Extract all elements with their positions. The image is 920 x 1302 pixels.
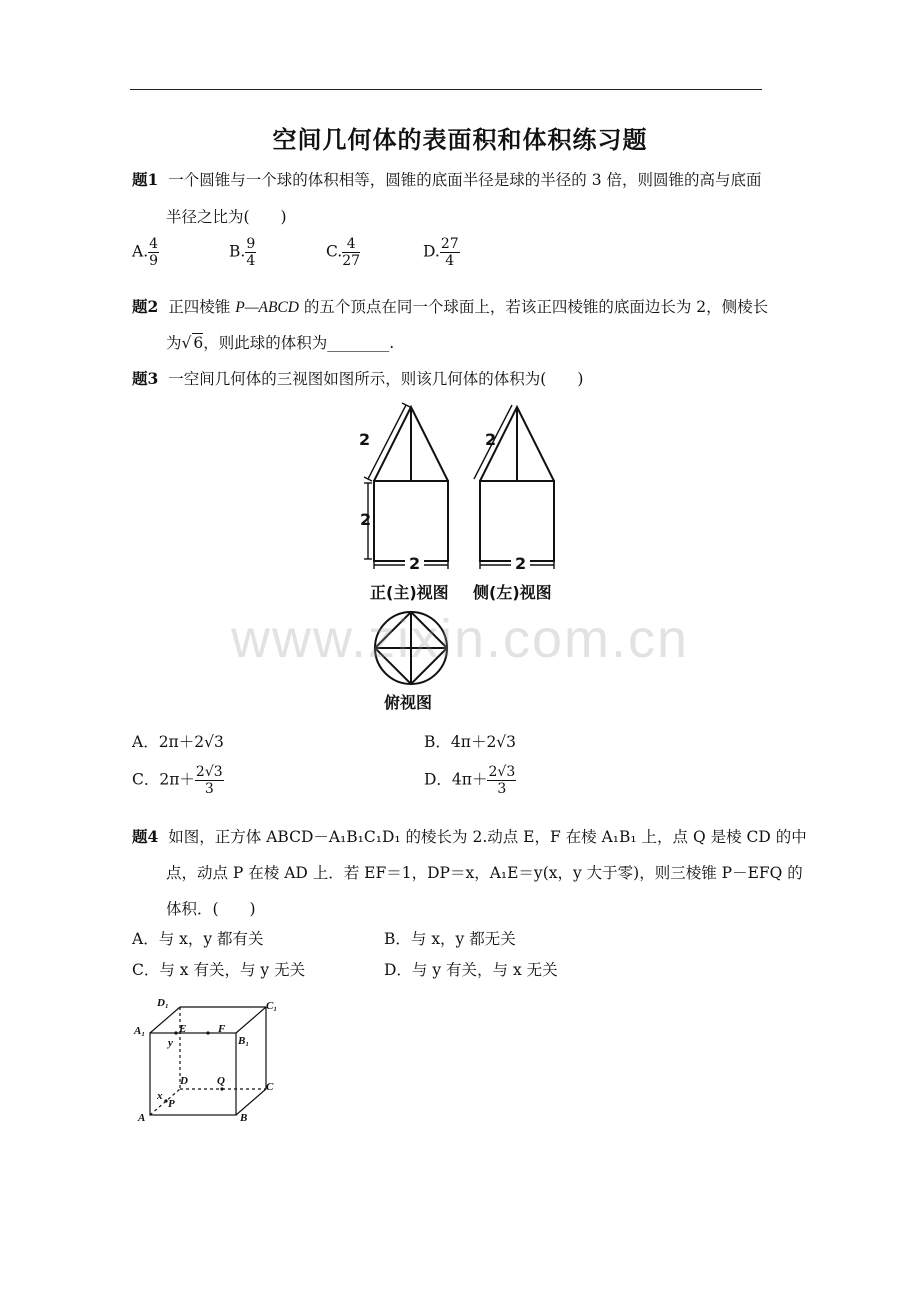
front-slant-dim: 2: [359, 430, 371, 449]
side-width-dim: 2: [511, 554, 530, 573]
q1-options: [132, 236, 520, 269]
header-rule: [130, 89, 762, 90]
q1-number: 题1: [132, 170, 159, 189]
q4-line2: 点，动点 P 在棱 AD 上．若 EF＝1，DP＝x，A₁E＝y(x，y 大于零)，则三棱锥 P－EFQ 的: [166, 864, 803, 882]
side-slant-dim: 2: [485, 430, 497, 449]
q3-option-d-fraction: $\frac{2√3}{3}$: [488, 764, 516, 797]
label-c1: C₁: [266, 1000, 278, 1012]
q2-line1: 题2 正四棱锥 P—ABCD 的五个顶点在同一个球面上，若该正四棱锥的底面边长为 2，侧棱长: [132, 297, 769, 316]
q1-text1: 一个圆锥与一个球的体积相等，圆锥的底面半径是球的半径的 3 倍，则圆锥的高与底面: [168, 171, 762, 189]
label-a: A: [138, 1112, 146, 1124]
q3-option-b: B．4π＋2√3: [424, 733, 517, 751]
q1-line1: [132, 168, 762, 190]
q2-pyramid-name: P—ABCD: [235, 299, 299, 316]
q1-option-c-fraction: $\frac{4}{27}$: [342, 236, 361, 269]
q2-number: 题2: [132, 297, 159, 316]
q2-radicand: 6: [193, 334, 204, 352]
cube-figure: [130, 995, 290, 1130]
q1-option-a: A. $\frac{4}{9}$: [132, 236, 159, 269]
q4-option-c: C．与 x 有关，与 y 无关: [132, 961, 306, 979]
label-b: B: [240, 1112, 248, 1124]
label-d1: D₁: [157, 997, 169, 1009]
q3-option-a: A．2π＋2√3: [132, 733, 224, 751]
watermark: www.zixin.com.cn: [230, 609, 690, 669]
label-y: y: [168, 1037, 173, 1049]
q4-option-d: D．与 y 有关，与 x 无关: [384, 961, 558, 979]
front-view: [374, 407, 448, 561]
side-view-label: 侧(左)视图: [473, 583, 552, 602]
q4-line3: 体积．( ): [166, 900, 256, 918]
label-q: Q: [217, 1075, 225, 1087]
q4-option-a: A．与 x，y 都有关: [132, 930, 264, 948]
sqrt-sign-icon: [182, 334, 192, 352]
q3-option-c-fraction: $\frac{2√3}{3}$: [195, 764, 223, 797]
q1-text2: 半径之比为( ): [166, 208, 287, 226]
label-c: C: [266, 1081, 274, 1093]
q3-number: 题3: [132, 369, 159, 388]
q3-line: 题3 一空间几何体的三视图如图所示，则该几何体的体积为( ): [132, 369, 584, 388]
label-e: E: [179, 1023, 187, 1035]
q3-option-c: C．2π＋ $\frac{2√3}{3}$: [132, 764, 223, 797]
label-x: x: [157, 1090, 163, 1102]
q1-option-b-fraction: $\frac{9}{4}$: [246, 236, 256, 269]
front-view-dimensions: [364, 403, 448, 569]
label-f: F: [218, 1023, 226, 1035]
front-width-dim: 2: [405, 554, 424, 573]
front-height-dim: 2: [360, 510, 372, 529]
page-title: 空间几何体的表面积和体积练习题: [272, 125, 648, 154]
label-p: P: [168, 1098, 175, 1110]
q4-line1: 题4 如图，正方体 ABCD－A₁B₁C₁D₁ 的棱长为 2.动点 E，F 在棱 A₁B₁ 上，点 Q 是棱 CD 的中: [132, 827, 807, 846]
q3-option-d: D．4π＋ $\frac{2√3}{3}$: [424, 764, 516, 797]
q4-number: 题4: [132, 827, 159, 846]
q2-line2: 为√ 6，则此球的体积为________.: [166, 331, 394, 353]
q1-option-b: B. $\frac{9}{4}$: [229, 236, 256, 269]
q1-option-d: D. $\frac{27}{4}$: [423, 236, 459, 269]
label-a1: A₁: [134, 1025, 146, 1037]
q1-option-c: C. $\frac{4}{27}$: [326, 236, 361, 269]
q1-option-a-fraction: $\frac{4}{9}$: [149, 236, 159, 269]
label-d: D: [180, 1075, 188, 1087]
q4-option-b: B．与 x，y 都无关: [384, 930, 516, 948]
label-b1: B₁: [238, 1035, 250, 1047]
front-view-label: 正(主)视图: [370, 583, 449, 602]
q1-option-d-fraction: $\frac{27}{4}$: [440, 236, 459, 269]
top-view-label: 俯视图: [384, 693, 433, 712]
